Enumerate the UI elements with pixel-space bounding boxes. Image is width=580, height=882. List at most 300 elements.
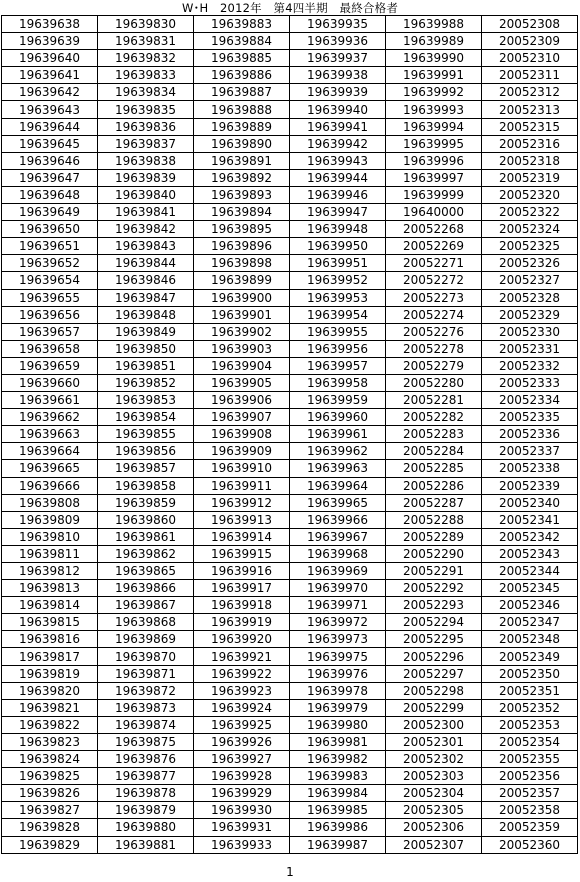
table-cell: 20052336 xyxy=(482,426,578,443)
table-cell: 20052309 xyxy=(482,33,578,50)
table-cell: 19639931 xyxy=(194,819,290,836)
table-cell: 19639815 xyxy=(2,614,98,631)
table-cell: 19639894 xyxy=(194,204,290,221)
table-cell: 20052296 xyxy=(386,648,482,665)
table-cell: 19639819 xyxy=(2,665,98,682)
table-cell: 19639982 xyxy=(290,751,386,768)
table-cell: 20052298 xyxy=(386,682,482,699)
table-cell: 20052319 xyxy=(482,169,578,186)
table-cell: 19639643 xyxy=(2,101,98,118)
table-cell: 20052295 xyxy=(386,631,482,648)
table-cell: 20052279 xyxy=(386,357,482,374)
table-cell: 19639850 xyxy=(98,340,194,357)
table-cell: 20052302 xyxy=(386,751,482,768)
table-cell: 20052334 xyxy=(482,392,578,409)
table-cell: 19639996 xyxy=(386,152,482,169)
table-cell: 20052291 xyxy=(386,563,482,580)
table-row xyxy=(2,460,578,477)
table-cell: 20052276 xyxy=(386,323,482,340)
table-row xyxy=(2,768,578,785)
table-cell: 19639846 xyxy=(98,272,194,289)
table-cell: 20052288 xyxy=(386,511,482,528)
table-cell: 20052324 xyxy=(482,221,578,238)
table-row xyxy=(2,426,578,443)
table-cell: 19639957 xyxy=(290,357,386,374)
table-cell: 20052285 xyxy=(386,460,482,477)
table-cell: 19639848 xyxy=(98,306,194,323)
table-cell: 20052341 xyxy=(482,511,578,528)
table-cell: 19639964 xyxy=(290,477,386,494)
table-row xyxy=(2,409,578,426)
table-cell: 19639906 xyxy=(194,392,290,409)
table-row xyxy=(2,84,578,101)
table-cell: 19639661 xyxy=(2,392,98,409)
table-cell: 19639858 xyxy=(98,477,194,494)
table-cell: 19639866 xyxy=(98,580,194,597)
table-cell: 19639649 xyxy=(2,204,98,221)
table-cell: 20052332 xyxy=(482,357,578,374)
table-cell: 19639878 xyxy=(98,785,194,802)
table-cell: 19639833 xyxy=(98,67,194,84)
table-cell: 20052345 xyxy=(482,580,578,597)
table-cell: 19639835 xyxy=(98,101,194,118)
table-cell: 19639812 xyxy=(2,563,98,580)
table-cell: 19640000 xyxy=(386,204,482,221)
table-cell: 20052344 xyxy=(482,563,578,580)
table-cell: 19639870 xyxy=(98,648,194,665)
table-cell: 19639838 xyxy=(98,152,194,169)
table-cell: 19639953 xyxy=(290,289,386,306)
table-cell: 19639865 xyxy=(98,563,194,580)
table-cell: 19639952 xyxy=(290,272,386,289)
table-cell: 19639867 xyxy=(98,597,194,614)
table-cell: 20052338 xyxy=(482,460,578,477)
table-cell: 20052312 xyxy=(482,84,578,101)
table-cell: 19639902 xyxy=(194,323,290,340)
table-cell: 19639658 xyxy=(2,340,98,357)
table-cell: 19639938 xyxy=(290,67,386,84)
table-cell: 19639920 xyxy=(194,631,290,648)
table-cell: 19639930 xyxy=(194,802,290,819)
table-cell: 20052293 xyxy=(386,597,482,614)
table-cell: 19639884 xyxy=(194,33,290,50)
table-cell: 19639875 xyxy=(98,733,194,750)
table-row xyxy=(2,477,578,494)
table-cell: 19639877 xyxy=(98,768,194,785)
table-cell: 20052354 xyxy=(482,733,578,750)
table-cell: 19639942 xyxy=(290,135,386,152)
table-cell: 19639659 xyxy=(2,357,98,374)
table-cell: 20052325 xyxy=(482,238,578,255)
table-cell: 19639915 xyxy=(194,545,290,562)
table-cell: 19639859 xyxy=(98,494,194,511)
table-row xyxy=(2,648,578,665)
table-cell: 19639922 xyxy=(194,665,290,682)
table-cell: 19639852 xyxy=(98,374,194,391)
table-cell: 19639830 xyxy=(98,16,194,33)
table-cell: 19639879 xyxy=(98,802,194,819)
table-row xyxy=(2,716,578,733)
table-cell: 20052360 xyxy=(482,836,578,853)
table-cell: 19639849 xyxy=(98,323,194,340)
table-cell: 19639923 xyxy=(194,682,290,699)
table-cell: 19639986 xyxy=(290,819,386,836)
table-cell: 20052318 xyxy=(482,152,578,169)
table-cell: 19639656 xyxy=(2,306,98,323)
table-row xyxy=(2,152,578,169)
table-cell: 19639997 xyxy=(386,169,482,186)
table-cell: 20052315 xyxy=(482,118,578,135)
table-row xyxy=(2,597,578,614)
table-cell: 19639943 xyxy=(290,152,386,169)
table-cell: 19639910 xyxy=(194,460,290,477)
table-row xyxy=(2,494,578,511)
table-cell: 19639816 xyxy=(2,631,98,648)
table-cell: 20052355 xyxy=(482,751,578,768)
table-cell: 19639646 xyxy=(2,152,98,169)
table-cell: 19639869 xyxy=(98,631,194,648)
table-row xyxy=(2,614,578,631)
table-cell: 19639862 xyxy=(98,545,194,562)
table-cell: 20052287 xyxy=(386,494,482,511)
table-cell: 20052300 xyxy=(386,716,482,733)
table-cell: 19639811 xyxy=(2,545,98,562)
table-cell: 19639828 xyxy=(2,819,98,836)
table-cell: 19639834 xyxy=(98,84,194,101)
table-cell: 20052284 xyxy=(386,443,482,460)
table-cell: 19639936 xyxy=(290,33,386,50)
table-cell: 19639959 xyxy=(290,392,386,409)
table-cell: 19639988 xyxy=(386,16,482,33)
table-cell: 20052280 xyxy=(386,374,482,391)
table-cell: 19639665 xyxy=(2,460,98,477)
table-cell: 19639888 xyxy=(194,101,290,118)
table-cell: 19639827 xyxy=(2,802,98,819)
table-cell: 19639823 xyxy=(2,733,98,750)
table-cell: 20052297 xyxy=(386,665,482,682)
table-cell: 19639856 xyxy=(98,443,194,460)
table-cell: 19639966 xyxy=(290,511,386,528)
table-cell: 19639901 xyxy=(194,306,290,323)
table-cell: 19639855 xyxy=(98,426,194,443)
table-row xyxy=(2,392,578,409)
table-cell: 19639907 xyxy=(194,409,290,426)
table-cell: 19639808 xyxy=(2,494,98,511)
table-cell: 19639967 xyxy=(290,528,386,545)
table-cell: 19639929 xyxy=(194,785,290,802)
table-row xyxy=(2,33,578,50)
table-cell: 19639947 xyxy=(290,204,386,221)
table-cell: 19639960 xyxy=(290,409,386,426)
table-cell: 20052343 xyxy=(482,545,578,562)
table-cell: 20052299 xyxy=(386,699,482,716)
table-cell: 19639861 xyxy=(98,528,194,545)
table-cell: 19639912 xyxy=(194,494,290,511)
table-row xyxy=(2,631,578,648)
table-cell: 19639950 xyxy=(290,238,386,255)
table-row xyxy=(2,204,578,221)
table-cell: 19639991 xyxy=(386,67,482,84)
table-row xyxy=(2,101,578,118)
table-cell: 19639961 xyxy=(290,426,386,443)
table-cell: 20052268 xyxy=(386,221,482,238)
table-cell: 20052269 xyxy=(386,238,482,255)
table-row xyxy=(2,306,578,323)
table-cell: 19639886 xyxy=(194,67,290,84)
table-cell: 19639908 xyxy=(194,426,290,443)
table-row xyxy=(2,289,578,306)
table-cell: 19639810 xyxy=(2,528,98,545)
table-cell: 20052333 xyxy=(482,374,578,391)
table-row xyxy=(2,733,578,750)
table-cell: 19639890 xyxy=(194,135,290,152)
table-cell: 19639645 xyxy=(2,135,98,152)
table-cell: 19639851 xyxy=(98,357,194,374)
table-row xyxy=(2,785,578,802)
table-cell: 19639939 xyxy=(290,84,386,101)
table-row xyxy=(2,255,578,272)
table-row xyxy=(2,528,578,545)
table-cell: 19639899 xyxy=(194,272,290,289)
table-cell: 19639956 xyxy=(290,340,386,357)
table-cell: 19639837 xyxy=(98,135,194,152)
table-cell: 19639663 xyxy=(2,426,98,443)
table-cell: 19639995 xyxy=(386,135,482,152)
table-cell: 20052316 xyxy=(482,135,578,152)
table-cell: 20052350 xyxy=(482,665,578,682)
table-cell: 20052301 xyxy=(386,733,482,750)
table-cell: 19639973 xyxy=(290,631,386,648)
table-row xyxy=(2,665,578,682)
table-cell: 19639916 xyxy=(194,563,290,580)
table-cell: 19639832 xyxy=(98,50,194,67)
table-cell: 19639664 xyxy=(2,443,98,460)
table-cell: 19639860 xyxy=(98,511,194,528)
table-cell: 19639954 xyxy=(290,306,386,323)
table-cell: 19639968 xyxy=(290,545,386,562)
table-cell: 19639903 xyxy=(194,340,290,357)
page-number: 1 xyxy=(286,865,294,879)
table-cell: 19639871 xyxy=(98,665,194,682)
table-cell: 19639921 xyxy=(194,648,290,665)
table-cell: 20052286 xyxy=(386,477,482,494)
table-cell: 19639975 xyxy=(290,648,386,665)
table-cell: 19639965 xyxy=(290,494,386,511)
table-cell: 19639999 xyxy=(386,186,482,203)
table-cell: 20052320 xyxy=(482,186,578,203)
table-cell: 19639937 xyxy=(290,50,386,67)
table-cell: 19639958 xyxy=(290,374,386,391)
table-cell: 20052353 xyxy=(482,716,578,733)
table-row xyxy=(2,169,578,186)
table-cell: 20052283 xyxy=(386,426,482,443)
table-cell: 19639814 xyxy=(2,597,98,614)
table-cell: 19639955 xyxy=(290,323,386,340)
table-cell: 20052342 xyxy=(482,528,578,545)
table-cell: 19639898 xyxy=(194,255,290,272)
table-cell: 19639941 xyxy=(290,118,386,135)
table-cell: 20052281 xyxy=(386,392,482,409)
table-cell: 19639984 xyxy=(290,785,386,802)
table-cell: 20052273 xyxy=(386,289,482,306)
table-cell: 19639911 xyxy=(194,477,290,494)
table-cell: 19639944 xyxy=(290,169,386,186)
table-cell: 19639809 xyxy=(2,511,98,528)
table-row xyxy=(2,836,578,853)
table-cell: 19639904 xyxy=(194,357,290,374)
table-cell: 19639940 xyxy=(290,101,386,118)
table-cell: 19639824 xyxy=(2,751,98,768)
table-cell: 19639994 xyxy=(386,118,482,135)
table-cell: 19639887 xyxy=(194,84,290,101)
table-cell: 20052278 xyxy=(386,340,482,357)
table-cell: 19639970 xyxy=(290,580,386,597)
table-row xyxy=(2,135,578,152)
table-cell: 19639935 xyxy=(290,16,386,33)
table-cell: 19639868 xyxy=(98,614,194,631)
table-cell: 19639650 xyxy=(2,221,98,238)
table-row xyxy=(2,340,578,357)
table-cell: 19639992 xyxy=(386,84,482,101)
table-cell: 20052352 xyxy=(482,699,578,716)
table-cell: 19639917 xyxy=(194,580,290,597)
results-table xyxy=(1,15,578,854)
table-row xyxy=(2,802,578,819)
table-row xyxy=(2,545,578,562)
table-cell: 20052294 xyxy=(386,614,482,631)
table-cell: 19639981 xyxy=(290,733,386,750)
table-cell: 20052306 xyxy=(386,819,482,836)
table-cell: 19639880 xyxy=(98,819,194,836)
table-cell: 19639662 xyxy=(2,409,98,426)
table-cell: 19639836 xyxy=(98,118,194,135)
table-cell: 20052358 xyxy=(482,802,578,819)
table-cell: 19639972 xyxy=(290,614,386,631)
table-cell: 20052330 xyxy=(482,323,578,340)
table-cell: 19639892 xyxy=(194,169,290,186)
table-cell: 19639905 xyxy=(194,374,290,391)
table-cell: 19639844 xyxy=(98,255,194,272)
table-cell: 19639854 xyxy=(98,409,194,426)
page-title: W･H 2012年 第4四半期 最終合格者 xyxy=(181,1,399,15)
table-cell: 19639841 xyxy=(98,204,194,221)
table-cell: 19639654 xyxy=(2,272,98,289)
table-cell: 19639660 xyxy=(2,374,98,391)
table-cell: 20052290 xyxy=(386,545,482,562)
table-cell: 19639889 xyxy=(194,118,290,135)
table-cell: 20052322 xyxy=(482,204,578,221)
table-cell: 19639913 xyxy=(194,511,290,528)
table-cell: 20052347 xyxy=(482,614,578,631)
table-cell: 19639813 xyxy=(2,580,98,597)
table-cell: 20052340 xyxy=(482,494,578,511)
table-cell: 19639924 xyxy=(194,699,290,716)
table-cell: 19639971 xyxy=(290,597,386,614)
table-row xyxy=(2,374,578,391)
table-cell: 19639840 xyxy=(98,186,194,203)
table-row xyxy=(2,580,578,597)
table-row xyxy=(2,272,578,289)
table-cell: 19639826 xyxy=(2,785,98,802)
table-cell: 19639817 xyxy=(2,648,98,665)
table-cell: 19639946 xyxy=(290,186,386,203)
table-cell: 20052359 xyxy=(482,819,578,836)
table-cell: 20052310 xyxy=(482,50,578,67)
table-row xyxy=(2,563,578,580)
table-cell: 20052292 xyxy=(386,580,482,597)
table-row xyxy=(2,118,578,135)
table-cell: 19639843 xyxy=(98,238,194,255)
table-cell: 19639839 xyxy=(98,169,194,186)
table-cell: 20052348 xyxy=(482,631,578,648)
table-cell: 19639893 xyxy=(194,186,290,203)
table-cell: 19639642 xyxy=(2,84,98,101)
table-cell: 19639900 xyxy=(194,289,290,306)
table-cell: 19639829 xyxy=(2,836,98,853)
table-cell: 19639914 xyxy=(194,528,290,545)
table-cell: 19639979 xyxy=(290,699,386,716)
table-cell: 19639976 xyxy=(290,665,386,682)
table-cell: 20052326 xyxy=(482,255,578,272)
table-cell: 19639885 xyxy=(194,50,290,67)
table-cell: 20052274 xyxy=(386,306,482,323)
table-cell: 20052308 xyxy=(482,16,578,33)
table-cell: 20052331 xyxy=(482,340,578,357)
table-cell: 19639651 xyxy=(2,238,98,255)
table-cell: 20052335 xyxy=(482,409,578,426)
table-cell: 20052327 xyxy=(482,272,578,289)
table-row xyxy=(2,819,578,836)
table-cell: 20052357 xyxy=(482,785,578,802)
table-cell: 19639639 xyxy=(2,33,98,50)
table-cell: 19639657 xyxy=(2,323,98,340)
table-cell: 19639638 xyxy=(2,16,98,33)
table-cell: 19639933 xyxy=(194,836,290,853)
table-cell: 19639655 xyxy=(2,289,98,306)
table-cell: 19639641 xyxy=(2,67,98,84)
table-cell: 20052282 xyxy=(386,409,482,426)
table-cell: 19639666 xyxy=(2,477,98,494)
table-cell: 19639652 xyxy=(2,255,98,272)
table-cell: 20052303 xyxy=(386,768,482,785)
table-cell: 20052304 xyxy=(386,785,482,802)
table-row xyxy=(2,682,578,699)
table-cell: 19639990 xyxy=(386,50,482,67)
table-cell: 20052272 xyxy=(386,272,482,289)
table-cell: 19639918 xyxy=(194,597,290,614)
results-table-body xyxy=(2,16,578,854)
table-cell: 19639993 xyxy=(386,101,482,118)
table-cell: 19639919 xyxy=(194,614,290,631)
table-cell: 19639874 xyxy=(98,716,194,733)
table-cell: 19639842 xyxy=(98,221,194,238)
table-cell: 19639876 xyxy=(98,751,194,768)
table-cell: 20052311 xyxy=(482,67,578,84)
table-cell: 20052349 xyxy=(482,648,578,665)
table-cell: 20052356 xyxy=(482,768,578,785)
table-cell: 20052339 xyxy=(482,477,578,494)
table-row xyxy=(2,238,578,255)
table-row xyxy=(2,357,578,374)
table-row xyxy=(2,699,578,716)
table-cell: 19639640 xyxy=(2,50,98,67)
table-cell: 19639647 xyxy=(2,169,98,186)
table-cell: 19639948 xyxy=(290,221,386,238)
table-cell: 19639831 xyxy=(98,33,194,50)
table-cell: 19639821 xyxy=(2,699,98,716)
table-row xyxy=(2,323,578,340)
table-cell: 20052346 xyxy=(482,597,578,614)
